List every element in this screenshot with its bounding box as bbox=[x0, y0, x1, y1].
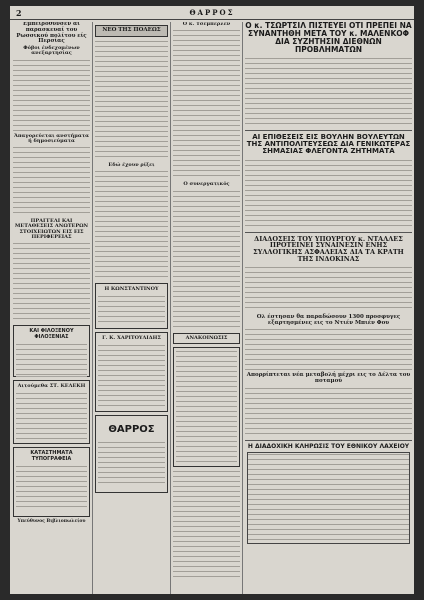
article-body bbox=[173, 29, 240, 179]
article-headline: Ο κ. Τσεμπέρλεν bbox=[182, 22, 231, 27]
ad-title: ΚΑΙ ΦΙΛΟΞΕΝΟΥ ΦΙΛΟΞΕΝΙΑΣ bbox=[29, 328, 74, 341]
article-body bbox=[13, 146, 90, 216]
masthead bbox=[10, 6, 414, 20]
advertisement bbox=[95, 283, 168, 329]
column-1 bbox=[13, 22, 90, 592]
article-headline: Εμπειρόθυνσεν αί παρασκευαί του Ρωσσικού πολίτου είς Περσίας bbox=[16, 22, 87, 45]
newspaper-title: ΘΑΡΡΟΣ bbox=[189, 8, 235, 17]
article-body bbox=[245, 159, 412, 229]
article-body bbox=[173, 470, 240, 580]
ad-title: Η ΚΩΝΣΤΑΝΤΙΝΟΥ bbox=[104, 286, 159, 293]
main-headline: ΔΙΑΔΟΣΕΙΣ ΤΟΥ ΥΠΟΥΡΓΟΥ κ. ΝΤΑΛΛΕΣ ΠΡΟΤΕΙΝΕΙ ΣΥΝΑΙΝΕΣΙΝ ΕΝΗΣ ΣΥΛΛΟΓΙΚΗΣ ΑΣΦΑΛΕΙΑΣ ΔΙΑ ΤΑ ΚΡΑΤΗ ΤΗΣ ΙΝΔΟΚΙΝΑΣ bbox=[253, 234, 404, 263]
article-body bbox=[13, 59, 90, 131]
article-headline: ΠΡΑΓΓΕΛΙ ΚΑΙ ΜΕΤΑΘΕΣΕΙΣ ΑΝΩΤΕΡΩΝ ΣΤΟΙΧΕΙΩΤΩΝ ΕΙΣ ΕΙΣ ΠΕΡΙΦΕΡΕΙΑΣ bbox=[14, 218, 89, 240]
article-body bbox=[173, 190, 240, 330]
article-body bbox=[95, 40, 168, 160]
column-rule bbox=[170, 22, 171, 594]
main-headline: Ο κ. ΤΣΩΡΤΣΙΛ ΠΙΣΤΕΥΕΙ ΟΤΙ ΠΡΕΠΕΙ ΝΑ ΣΥΝΑΝΤΗΘΗ ΜΕΤΑ ΤΟΥ κ. ΜΑΛΕΝΚΟΦ ΔΙΑ ΣΥΖΗΤΗΣΙΝ ΔΙΕΘΝΩΝ ΠΡΟΒΛΗΜΑΤΩΝ bbox=[245, 22, 412, 54]
newspaper-page bbox=[10, 6, 414, 594]
advertisement bbox=[13, 325, 90, 377]
article-headline: Εδώ έχουν ρίξει bbox=[108, 161, 155, 168]
divider bbox=[245, 130, 412, 131]
article-body bbox=[13, 242, 90, 322]
column-rule bbox=[92, 22, 93, 594]
column-2 bbox=[95, 22, 168, 592]
ad-title: ΚΑΤΑΣΤΗΜΑΤΑ ΤΥΠΟΓΡΑΦΕΙΑ bbox=[30, 450, 73, 463]
article-headline: Άπαγορεύεται ανστήματα ή δημοσιεύματα bbox=[14, 132, 89, 144]
footer-note: Υπεύθυνος Βιβλιοπωλείου bbox=[17, 519, 86, 525]
page-number: 2 bbox=[16, 8, 22, 18]
notice-box: ΑΝΑΚΟΙΝΩΣΙΣ bbox=[173, 333, 240, 344]
ad-title: Γ. Κ. ΧΑΡΙΤΟΥΛΙΔΗΣ bbox=[102, 335, 161, 342]
ad-title: ΘΑΡΡΟΣ bbox=[108, 424, 155, 436]
article-body bbox=[245, 387, 412, 437]
divider bbox=[245, 440, 412, 441]
article-body bbox=[95, 170, 168, 280]
article-headline: Ο συνεργατικός bbox=[183, 181, 230, 188]
column-rule bbox=[242, 22, 243, 594]
article-body bbox=[245, 328, 412, 370]
advertisement bbox=[13, 380, 90, 444]
lottery-results-table bbox=[247, 452, 410, 544]
ad-title: Αιτούμεθα ΣΤ. ΚΕΛΕΚΗ bbox=[17, 383, 86, 390]
section-box-title: ΝΕΟ ΤΗΣ ΠΟΛΕΩΣ bbox=[95, 25, 168, 37]
advertisement bbox=[13, 447, 90, 517]
article-body bbox=[245, 266, 412, 312]
column-3 bbox=[173, 22, 240, 592]
article-headline: Απορρίπτεται νέα μεταβολή μέχρι εις το Δέλτα του ποταμού bbox=[246, 372, 411, 385]
column-4 bbox=[245, 22, 412, 592]
bulletin-box bbox=[173, 347, 240, 467]
divider bbox=[245, 232, 412, 233]
main-headline: ΑΙ ΕΠΙΘΕΣΕΙΣ ΕΙΣ ΒΟΥΛΗΝ ΒΟΥΛΕΥΤΩΝ ΤΗΣ ΑΝΤΙΠΟΛΙΤΕΥΣΕΩΣ ΔΙΑ ΓΕΝΙΚΩΤΕΡΑΣ ΣΗΜΑΣΙΑΣ ΦΛΕΓΟΝΤΑ ΖΗΤΗΜΑΤΑ bbox=[246, 132, 411, 156]
lottery-headline: Η ΔΙΑΔΟΧΙΚΗ ΚΛΗΡΩΣΙΣ ΤΟΥ ΕΘΝΙΚΟΥ ΛΑΧΕΙΟΥ bbox=[247, 442, 410, 450]
advertisement bbox=[95, 332, 168, 412]
article-headline: Ολ έστησαν θα παραδώσουν 1300 προσφυγες εξαρτησμένες εις το Ντιέν Μπιέν Φου bbox=[256, 313, 401, 326]
article-body bbox=[245, 57, 412, 127]
advertisement bbox=[95, 415, 168, 493]
article-subheadline: Φόβοι ένδεχομένων ανεξαρτησίας bbox=[23, 45, 80, 57]
